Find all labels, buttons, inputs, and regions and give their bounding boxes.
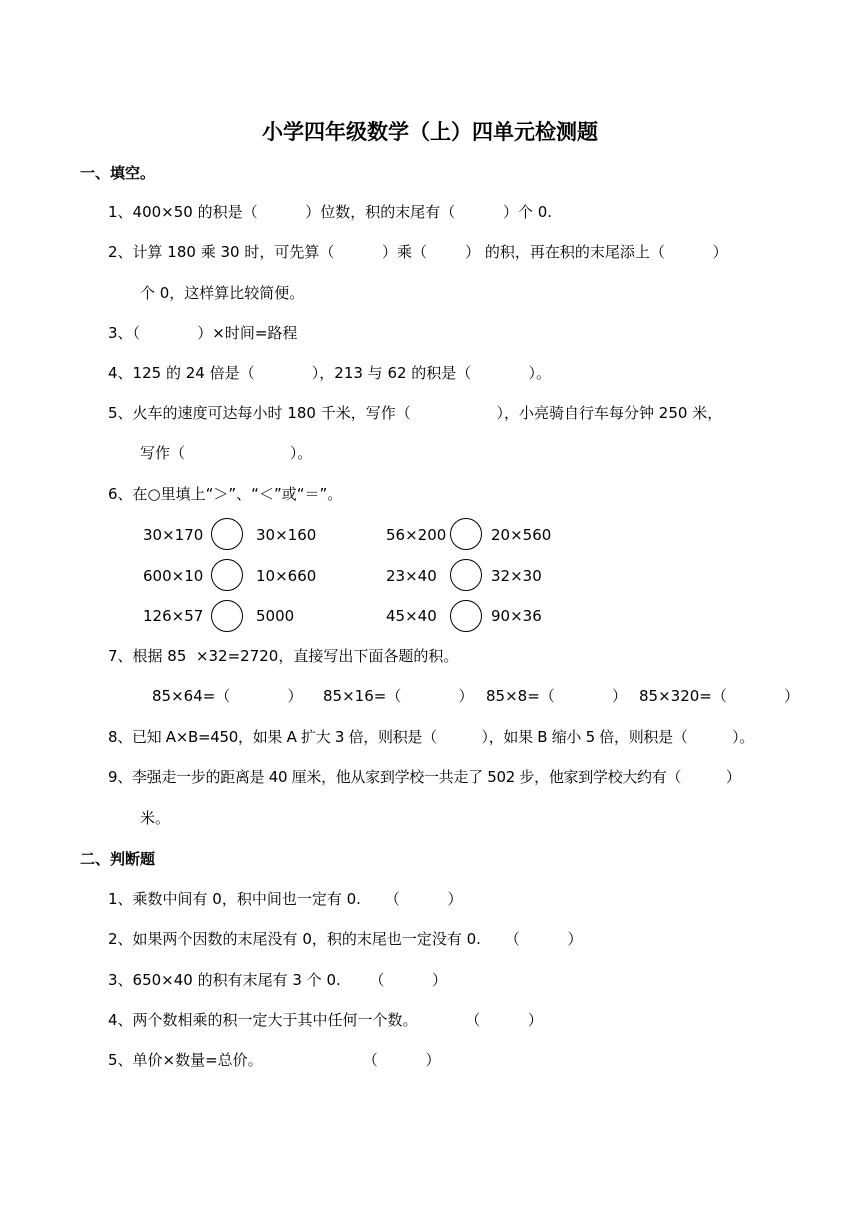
question-9-line-1: 9、李强走一步的距离是 40 厘米，他从家到学校一共走了 502 步，他家到学校大约有（ ）: [108, 768, 741, 786]
question-6: 6、在○里填上“＞”、“＜”或“＝”。: [108, 485, 343, 503]
compare-circle[interactable]: [211, 600, 243, 632]
compare-right: 90×36: [491, 607, 542, 625]
compare-left: 23×40: [386, 567, 437, 585]
judgment-item: 3、650×40 的积有末尾有 3 个 0. （ ）: [108, 971, 448, 989]
page-title: 小学四年级数学（上）四单元检测题: [262, 120, 598, 144]
compare-circle[interactable]: [450, 600, 482, 632]
question-4: 4、125 的 24 倍是（ ），213 与 62 的积是（ ）。: [108, 364, 552, 382]
question-1: 1、400×50 的积是（ ）位数，积的末尾有（ ）个 0.: [108, 203, 553, 221]
compare-circle[interactable]: [211, 559, 243, 591]
compare-left: 56×200: [386, 526, 447, 544]
question-5-line-1: 5、火车的速度可达每小时 180 千米，写作（ ），小亮骑自行车每分钟 250 米，: [108, 404, 723, 422]
judgment-item: 2、如果两个因数的末尾没有 0，积的末尾也一定没有 0. （ ）: [108, 930, 583, 948]
compare-right: 5000: [256, 607, 295, 625]
question-5-line-2: 写作（ ）。: [140, 444, 313, 462]
product-item: 85×8=（ ）: [486, 687, 627, 705]
compare-circle[interactable]: [211, 518, 243, 550]
section-2-heading: 二、判断题: [80, 850, 156, 868]
compare-left: 30×170: [143, 526, 204, 544]
compare-right: 10×660: [256, 567, 317, 585]
question-9-line-2: 米。: [140, 809, 171, 827]
compare-left: 600×10: [143, 567, 204, 585]
compare-circle[interactable]: [450, 559, 482, 591]
product-item: 85×64=（ ）: [152, 687, 303, 705]
section-1-heading: 一、填空。: [80, 164, 156, 182]
judgment-item: 5、单价×数量=总价。 （ ）: [108, 1051, 441, 1069]
compare-right: 32×30: [491, 567, 542, 585]
compare-left: 45×40: [386, 607, 437, 625]
compare-circle[interactable]: [450, 518, 482, 550]
judgment-item: 1、乘数中间有 0，积中间也一定有 0. （ ）: [108, 890, 463, 908]
compare-left: 126×57: [143, 607, 204, 625]
question-8: 8、已知 A×B=450，如果 A 扩大 3 倍，则积是（ ），如果 B 缩小 5 倍，则积是（ ）。: [108, 728, 755, 746]
question-3: 3、（ ）×时间=路程: [108, 324, 298, 342]
question-7: 7、根据 85 ×32=2720，直接写出下面各题的积。: [108, 647, 459, 665]
judgment-item: 4、两个数相乘的积一定大于其中任何一个数。 （ ）: [108, 1011, 543, 1029]
question-2-line-2: 个 0，这样算比较简便。: [140, 284, 305, 302]
compare-right: 30×160: [256, 526, 317, 544]
compare-right: 20×560: [491, 526, 552, 544]
product-item: 85×320=（ ）: [639, 687, 800, 705]
question-2-line-1: 2、计算 180 乘 30 时，可先算（ ）乘（ ） 的积，再在积的末尾添上（ ）: [108, 243, 728, 261]
product-item: 85×16=（ ）: [323, 687, 474, 705]
